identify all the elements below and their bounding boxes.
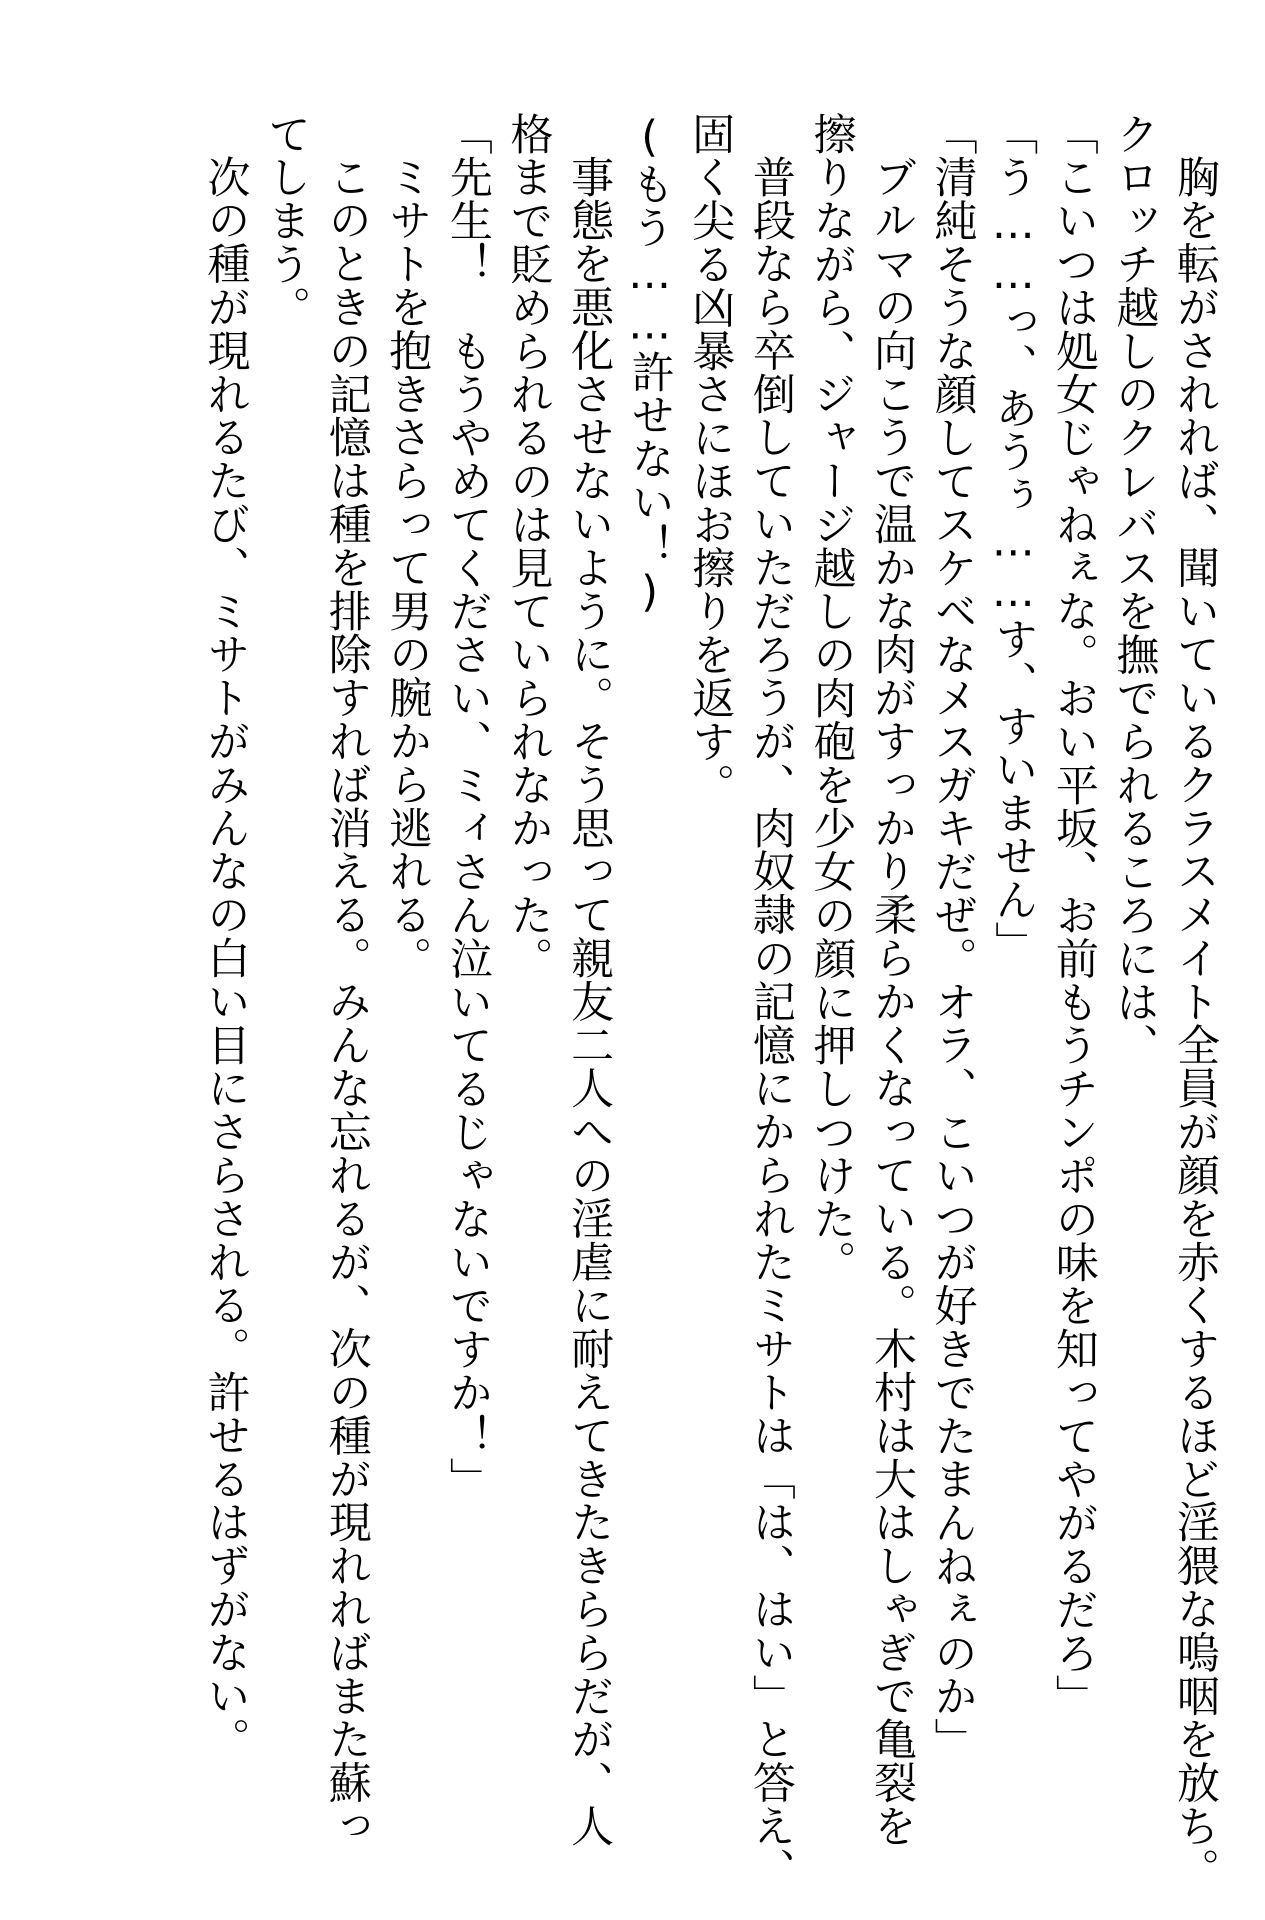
dialogue-line: 「こいつは処女じゃねぇな。おい平坂、お前もうチンポの味を知ってやがるだろ」 xyxy=(1048,112,1099,1718)
dialogue-line: 「う……っ、あうぅ……す、すいません」 xyxy=(988,112,1039,965)
text-line: 普段なら卒倒していただろうが、肉奴隷の記憶にかられたミサトは「は、はい」と答え、 xyxy=(745,155,796,1891)
text-line: このときの記憶は種を排除すれば消える。みんな忘れるが、次の種が現れればまた蘇っ xyxy=(321,155,372,1848)
text-line: 格まで貶められるのは見ていられなかった。 xyxy=(503,112,554,980)
text-line: 擦りながら、ジャージ越しの肉砲を少女の顔に押しつけた。 xyxy=(806,112,857,1284)
dialogue-line: 「先生！ もうやめてください、ミィさん泣いてるじゃないですか！」 xyxy=(442,112,493,1501)
text-line: クロッチ越しのクレバスを撫でられるころには、 xyxy=(1109,112,1160,1067)
text-line: てしまう。 xyxy=(261,112,312,329)
dialogue-line: 「清純そうな顔してスケベなメスガキだぜ。オラ、こいつが好きでたまんねぇのか」 xyxy=(927,112,978,1762)
text-line: 事態を悪化させないように。そう思って親友二人への淫虐に耐えてきたきららだが、人 xyxy=(564,155,615,1848)
text-line: ブルマの向こうで温かな肉がすっかり柔らかくなっている。木村は大はしゃぎで亀裂を xyxy=(867,155,918,1848)
text-line: 胸を転がされれば、聞いているクラスメイト全員が顔を赤くするほど淫猥な嗚咽を放ち。 xyxy=(1170,155,1220,1891)
body-text xyxy=(195,112,1225,1891)
text-line: 固く尖る凶暴さにほお擦りを返す。 xyxy=(685,112,736,807)
text-line: ミサトを抱きさらって男の腕から逃れる。 xyxy=(382,155,433,980)
text-line: 次の種が現れるたび、ミサトがみんなの白い目にさらされる。許せるはずがない。 xyxy=(200,155,251,1761)
thought-line: (もう……許せない！) xyxy=(624,112,675,618)
